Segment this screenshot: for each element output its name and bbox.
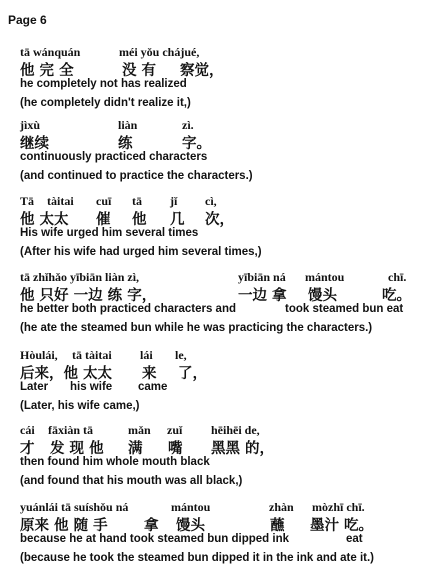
pinyin-token: chī. [388, 270, 407, 284]
gloss-line [20, 456, 420, 471]
hanzi-token: 原来 他 随 手 [20, 518, 108, 534]
translation-text: (he completely didn't realize it,) [20, 97, 191, 109]
pinyin-token: zì. [182, 118, 194, 132]
gloss-line [20, 151, 420, 166]
hanzi-token: 才 [20, 441, 35, 457]
translation-text: (Later, his wife came,) [20, 400, 140, 412]
translation-line [20, 93, 420, 108]
pinyin-token: mántou [305, 270, 345, 284]
hanzi-token: 字。 [182, 136, 211, 152]
hanzi-token: 继续 [20, 136, 49, 152]
pinyin-token: tā zhǐhǎo yībiān liàn zì, [20, 270, 140, 284]
pinyin-token: le, [175, 348, 187, 362]
hanzi-token: 拿 [144, 518, 159, 534]
pinyin-token: tàitai [47, 194, 74, 208]
sentence-block-3 [20, 194, 420, 257]
hanzi-token: 几 [170, 212, 185, 228]
hanzi-token: 馒头 [308, 288, 337, 304]
hanzi-token: 他 只好 一边 练 字， [20, 288, 157, 304]
pinyin-line [20, 118, 420, 133]
pinyin-token: hēihēi de, [211, 423, 260, 437]
pinyin-line [20, 500, 420, 515]
hanzi-token: 他 [132, 212, 147, 228]
hanzi-token: 吃。 [382, 288, 411, 304]
hanzi-token: 没 有 [122, 63, 157, 79]
pinyin-token: mǎn [128, 423, 151, 437]
pinyin-line [20, 194, 420, 209]
pinyin-token: zhàn [269, 500, 294, 514]
hanzi-token: 蘸 [270, 518, 285, 534]
hanzi-token: 后来，他 太太 [20, 366, 113, 382]
pinyin-token: yībiān ná [238, 270, 286, 284]
hanzi-token: 他 太太 [20, 212, 69, 228]
hanzi-line [20, 285, 420, 303]
translation-line [20, 242, 420, 257]
gloss-token: he better both practiced characters and [20, 303, 237, 315]
hanzi-line [20, 515, 420, 533]
hanzi-token: 黑黑 的， [211, 441, 275, 457]
sentence-block-5 [20, 348, 420, 411]
gloss-token: then found him whole mouth black [20, 456, 210, 468]
hanzi-line [20, 133, 420, 151]
hanzi-token: 他 完 全 [20, 63, 74, 79]
pinyin-line [20, 270, 420, 285]
translation-line [20, 318, 420, 333]
translation-line [20, 471, 420, 486]
pinyin-token: cì, [205, 194, 217, 208]
gloss-line [20, 78, 420, 93]
pinyin-token: lái [140, 348, 153, 362]
pinyin-token: Hòulái, [20, 348, 58, 362]
hanzi-token: 嘴 [168, 441, 183, 457]
translation-text: (and found that his mouth was all black,) [20, 475, 243, 487]
hanzi-line [20, 438, 420, 456]
pinyin-token: mántou [171, 500, 211, 514]
pinyin-token: mòzhī chī. [312, 500, 365, 514]
gloss-token: came [138, 381, 168, 393]
gloss-token: His wife urged him several times [20, 227, 199, 239]
pinyin-token: Tā [20, 194, 35, 208]
hanzi-token: 墨汁 吃。 [310, 518, 374, 534]
translation-line [20, 166, 420, 181]
pinyin-token: tā [132, 194, 142, 208]
pinyin-line [20, 45, 420, 60]
translation-line [20, 548, 420, 563]
translation-text: (he ate the steamed bun while he was practicing the characters.) [20, 322, 373, 334]
pinyin-line [20, 423, 420, 438]
pinyin-token: jǐ [170, 194, 178, 208]
hanzi-token: 馒头 [176, 518, 205, 534]
page-title: Page 6 [8, 13, 47, 27]
pinyin-token: cái [20, 423, 35, 437]
hanzi-token: 催 [96, 212, 111, 228]
pinyin-token: tā wánquán [20, 45, 81, 59]
gloss-token: because he at hand took steamed bun dipped ink [20, 533, 290, 545]
hanzi-token: 发 现 他 [50, 441, 104, 457]
pinyin-token: méi yǒu chájué, [119, 45, 200, 59]
pinyin-token: yuánlái tā suíshǒu ná [20, 500, 129, 514]
pinyin-token: jìxù [20, 118, 41, 132]
hanzi-token: 满 [128, 441, 143, 457]
pinyin-token: fāxiàn tā [48, 423, 93, 437]
gloss-line [20, 533, 420, 548]
pinyin-token: cuī [96, 194, 112, 208]
gloss-line [20, 381, 420, 396]
translation-text: (because he took the steamed bun dipped it in the ink and ate it.) [20, 552, 374, 564]
hanzi-token: 次， [205, 212, 234, 228]
hanzi-line [20, 209, 420, 227]
translation-text: (and continued to practice the characters.) [20, 170, 253, 182]
pinyin-token: tā tàitai [72, 348, 112, 362]
pinyin-token: liàn [118, 118, 138, 132]
gloss-token: he completely not has realized [20, 78, 187, 90]
translation-line [20, 396, 420, 411]
sentence-block-6 [20, 423, 420, 486]
sentence-block-4 [20, 270, 420, 333]
hanzi-token: 察觉， [180, 63, 224, 79]
gloss-line [20, 303, 420, 318]
pinyin-token: zuǐ [167, 423, 183, 437]
sentence-block-2 [20, 118, 420, 181]
translation-text: (After his wife had urged him several times,) [20, 246, 262, 258]
pinyin-line [20, 348, 420, 363]
sentence-block-1 [20, 45, 420, 108]
hanzi-token: 了， [178, 366, 207, 382]
hanzi-line [20, 60, 420, 78]
hanzi-token: 练 [118, 136, 133, 152]
gloss-line [20, 227, 420, 242]
hanzi-token: 一边 拿 [238, 288, 287, 304]
hanzi-token: 来 [142, 366, 157, 382]
gloss-token: continuously practiced characters [20, 151, 208, 163]
gloss-token: his wife [70, 381, 113, 393]
gloss-token: took steamed bun eat [285, 303, 404, 315]
gloss-token: eat [346, 533, 363, 545]
sentence-block-7 [20, 500, 420, 563]
hanzi-line [20, 363, 420, 381]
gloss-token: Later [20, 381, 49, 393]
